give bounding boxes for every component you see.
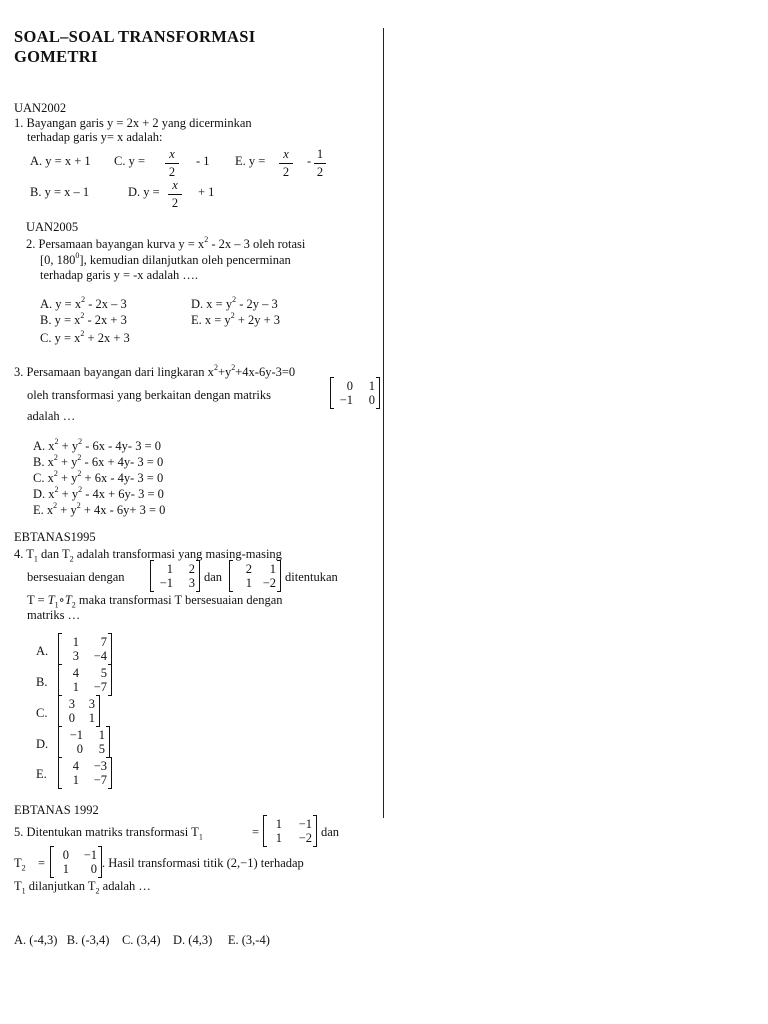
section-heading-uan2002: UAN2002 [14, 101, 67, 115]
matrix-cell: −1 [339, 393, 353, 407]
matrix-cell: 1 [88, 711, 95, 725]
q1-option-e-fraction-1 [279, 148, 293, 178]
matrix-cell: 5 [100, 665, 107, 680]
subscript: 1 [33, 554, 38, 564]
opt-pre: A. y = x [40, 297, 82, 311]
q5-matrix-t2 [50, 847, 102, 877]
question-4-line-2-b: ditentukan [285, 570, 338, 584]
title-line-2: GOMETRI [14, 47, 98, 66]
q4-option-d-matrix [58, 727, 110, 757]
matrix-cell: 0 [76, 742, 83, 756]
q3-option-c [33, 468, 164, 485]
question-1-line-2: terhadap garis y= x adalah: [27, 130, 163, 144]
numerator: x [172, 178, 178, 192]
q5-equals-2: = [38, 856, 46, 870]
fraction-bar [165, 163, 179, 164]
denominator: 2 [316, 164, 324, 179]
superscript: 2 [230, 310, 235, 320]
matrix-cell: 1 [269, 561, 276, 576]
matrix-cell: 1 [245, 576, 252, 590]
matrix-cell: 7 [100, 634, 107, 649]
subscript: 1 [198, 832, 203, 842]
matrix-cell: 1 [368, 378, 375, 393]
q3-option-e [33, 500, 166, 517]
opt-post: - 6x + 4y- 3 = 0 [81, 455, 164, 469]
matrix-cell: 4 [72, 758, 79, 773]
question-3-line-3: adalah … [27, 409, 76, 423]
matrix-cell: 1 [275, 831, 282, 845]
q4-l3-t1: T [47, 593, 55, 607]
matrix-cell: −7 [93, 680, 107, 694]
opt-post: - 4x + 6y- 3 = 0 [82, 487, 164, 501]
q4-option-c-matrix [58, 696, 100, 726]
matrix-cell: −3 [93, 758, 107, 773]
q1-option-d-prefix: D. y = [128, 185, 160, 199]
opt-x: x [45, 487, 55, 501]
matrix-cell: 1 [275, 816, 282, 831]
q3-text-c: +4x-6y-3=0 [235, 365, 296, 379]
question-3-line-1 [14, 362, 296, 379]
superscript: 2 [78, 484, 83, 494]
subscript: 2 [21, 863, 26, 873]
matrix-cell: 4 [72, 665, 79, 680]
question-2-line-2 [40, 250, 291, 267]
superscript: 2 [76, 500, 81, 510]
opt-x: x [43, 503, 54, 517]
q5-equals-1: = [252, 825, 260, 839]
opt-pre: B. y = x [40, 313, 81, 327]
denominator: 2 [171, 195, 179, 210]
opt-pre: D. x = y [191, 297, 233, 311]
denominator: 2 [168, 164, 176, 179]
question-1-line-1: 1. Bayangan garis y = 2x + 2 yang dicerminkan [14, 116, 252, 130]
superscript: 2 [53, 468, 58, 478]
matrix-cell: 3 [88, 696, 95, 711]
title-line-1: SOAL–SOAL TRANSFORMASI [14, 27, 256, 46]
matrix-cell: 3 [188, 576, 195, 590]
opt-pre: E. x = y [191, 313, 231, 327]
superscript: 2 [77, 452, 82, 462]
question-4-line-2-a: bersesuaian dengan [27, 570, 125, 584]
matrix-cell: 0 [68, 711, 75, 725]
matrix-cell: 2 [188, 561, 195, 576]
opt-post: - 2x + 3 [84, 313, 127, 327]
section-heading-ebtanas1992: EBTANAS 1992 [14, 803, 99, 817]
superscript: 2 [232, 294, 237, 304]
matrix-cell: −2 [298, 831, 312, 845]
superscript: 2 [231, 362, 236, 372]
question-2-line-1 [26, 234, 306, 251]
compose-symbol: ∘ [58, 593, 65, 607]
q4-option-e-matrix [58, 758, 112, 788]
matrix-cell: −1 [159, 576, 173, 590]
opt-y: + y [58, 439, 79, 453]
superscript: 2 [54, 436, 59, 446]
q2-option-b [40, 310, 127, 327]
q5-l3-b: dilanjutkan T [25, 879, 96, 893]
matrix-cell: −1 [83, 847, 97, 862]
matrix-cell: 0 [368, 393, 375, 407]
q1-option-b: B. y = x – 1 [30, 185, 90, 199]
q2-option-c [40, 328, 130, 345]
q1-option-a: A. y = x + 1 [30, 154, 91, 168]
q1-option-c-fraction [165, 148, 179, 178]
q4-l3-a: T = [27, 593, 48, 607]
opt-post: - 6x - 4y- 3 = 0 [82, 439, 162, 453]
section-heading-uan2005: UAN2005 [26, 220, 79, 234]
q5-dan: dan [321, 825, 340, 839]
matrix-cell: 5 [98, 742, 105, 756]
matrix-cell: 1 [72, 634, 79, 649]
q5-answer-options: A. (-4,3) B. (-3,4) C. (3,4) D. (4,3) E. (3,-4) [14, 933, 270, 947]
q5-l2-b: . Hasil transformasi titik [102, 856, 227, 870]
question-2-line-3: terhadap garis y = -x adalah …. [40, 268, 199, 282]
q2-option-a [40, 294, 127, 311]
q4-option-e-label: E. [36, 767, 47, 781]
q5-text-a: 5. Ditentukan matriks transformasi T [14, 825, 199, 839]
opt-y: + y [58, 487, 79, 501]
page-divider-line [383, 28, 384, 818]
matrix-cell: −1 [298, 816, 312, 831]
q5-l2-c: terhadap [257, 856, 304, 870]
q2-text-b: - 2x – 3 oleh rotasi [208, 237, 306, 251]
subscript: 2 [69, 554, 74, 564]
superscript: 2 [54, 484, 59, 494]
matrix-cell: 2 [245, 561, 252, 576]
q4-l3-t2: T [64, 593, 72, 607]
q5-line-2-t2 [14, 857, 26, 873]
q1-option-e-minus: - [307, 154, 312, 168]
numerator: 1 [316, 147, 324, 161]
opt-post: + 2x + 3 [84, 331, 130, 345]
q4-option-b-matrix [58, 665, 112, 695]
q2-option-e [191, 310, 281, 327]
opt-post: - 2x – 3 [85, 297, 127, 311]
q1-option-e-prefix: E. y = [235, 154, 266, 168]
q1-option-d-fraction [168, 179, 182, 209]
opt-post: + 6x - 4y- 3 = 0 [81, 471, 164, 485]
q4-option-a-label: A. [36, 644, 49, 658]
q5-line-3 [14, 880, 151, 896]
matrix-cell: 1 [166, 561, 173, 576]
fraction-bar [314, 163, 326, 164]
denominator: 2 [282, 164, 290, 179]
numerator: x [283, 147, 289, 161]
subscript: 2 [71, 600, 76, 610]
matrix-cell: 0 [90, 862, 97, 876]
matrix-cell: −4 [93, 649, 107, 663]
superscript: 2 [80, 310, 85, 320]
q2-text-a: 2. Persamaan bayangan kurva y = x [26, 237, 205, 251]
fraction-bar [279, 163, 293, 164]
opt-label: A. [33, 439, 46, 453]
matrix-cell: 1 [72, 680, 79, 694]
q2-line2-a: [0, 180 [40, 253, 76, 267]
q1-option-c-suffix: - 1 [196, 154, 210, 168]
fraction-bar [168, 194, 182, 195]
superscript: 0 [75, 250, 80, 260]
q5-l3-c: adalah … [99, 879, 151, 893]
opt-y: + y [57, 455, 78, 469]
opt-pre: C. y = x [40, 331, 81, 345]
matrix-cell: 3 [68, 696, 75, 711]
q4-option-a-matrix [58, 634, 112, 664]
q4-option-b-label: B. [36, 675, 48, 689]
opt-post: + 4x - 6y+ 3 = 0 [80, 503, 166, 517]
superscript: 2 [81, 294, 86, 304]
q3-matrix [330, 378, 380, 408]
q5-t: T [14, 856, 22, 870]
superscript: 2 [80, 328, 85, 338]
numerator: x [169, 147, 175, 161]
q3-option-d [33, 484, 164, 501]
q4-option-c-label: C. [36, 706, 48, 720]
q1-option-d-suffix: + 1 [198, 185, 215, 199]
question-4-line-2-dan: dan [204, 570, 223, 584]
q5-line-2-text [102, 857, 304, 870]
q3-text-a: 3. Persamaan bayangan dari lingkaran x [14, 365, 214, 379]
opt-label: E. [33, 503, 44, 517]
q3-option-b [33, 452, 164, 469]
opt-label: C. [33, 471, 45, 485]
q5-point: (2,−1) [226, 856, 258, 870]
q4-text-a: 4. T [14, 547, 34, 561]
q1-option-c-prefix: C. y = [114, 154, 146, 168]
question-4-line-4: matriks … [27, 608, 81, 622]
matrix-cell: 0 [62, 847, 69, 862]
q4-option-d-label: D. [36, 737, 49, 751]
matrix-cell: 1 [72, 773, 79, 787]
q3-option-a [33, 436, 162, 453]
q5-t: T [14, 879, 22, 893]
q2-option-d [191, 294, 278, 311]
superscript: 2 [53, 500, 58, 510]
q4-text-c: adalah transformasi yang masing-masing [73, 547, 282, 561]
q4-matrix-t2 [229, 561, 281, 591]
matrix-cell: −2 [262, 576, 276, 590]
matrix-cell: −7 [93, 773, 107, 787]
superscript: 2 [78, 436, 83, 446]
opt-y: + y [57, 471, 78, 485]
q4-matrix-t1 [150, 561, 200, 591]
opt-x: x [44, 471, 54, 485]
opt-x: x [44, 455, 54, 469]
matrix-cell: 1 [62, 862, 69, 876]
opt-label: D. [33, 487, 46, 501]
subscript: 2 [95, 886, 100, 896]
opt-post: + 2y + 3 [234, 313, 281, 327]
matrix-cell: 3 [72, 649, 79, 663]
matrix-cell: −1 [69, 727, 83, 742]
question-3-line-2: oleh transformasi yang berkaitan dengan matriks [27, 388, 272, 402]
matrix-cell: 1 [98, 727, 105, 742]
superscript: 2 [77, 468, 82, 478]
opt-y: + y [57, 503, 77, 517]
q4-l3-b: maka transformasi T bersesuaian dengan [75, 593, 283, 607]
q1-option-e-fraction-2 [314, 148, 326, 178]
section-heading-ebtanas1995: EBTANAS1995 [14, 530, 96, 544]
opt-post: - 2y – 3 [236, 297, 278, 311]
q5-matrix-t1 [263, 816, 317, 846]
superscript: 2 [204, 234, 209, 244]
subscript: 1 [21, 886, 26, 896]
q3-text-b: +y [217, 365, 232, 379]
subscript: 1 [54, 600, 59, 610]
matrix-cell: 0 [346, 378, 353, 393]
superscript: 2 [213, 362, 218, 372]
opt-label: B. [33, 455, 45, 469]
question-5-line-1 [14, 826, 203, 842]
opt-x: x [45, 439, 55, 453]
superscript: 2 [53, 452, 58, 462]
q2-line2-b: ], kemudian dilanjutkan oleh pencerminan [79, 253, 291, 267]
q4-text-b: dan T [37, 547, 70, 561]
